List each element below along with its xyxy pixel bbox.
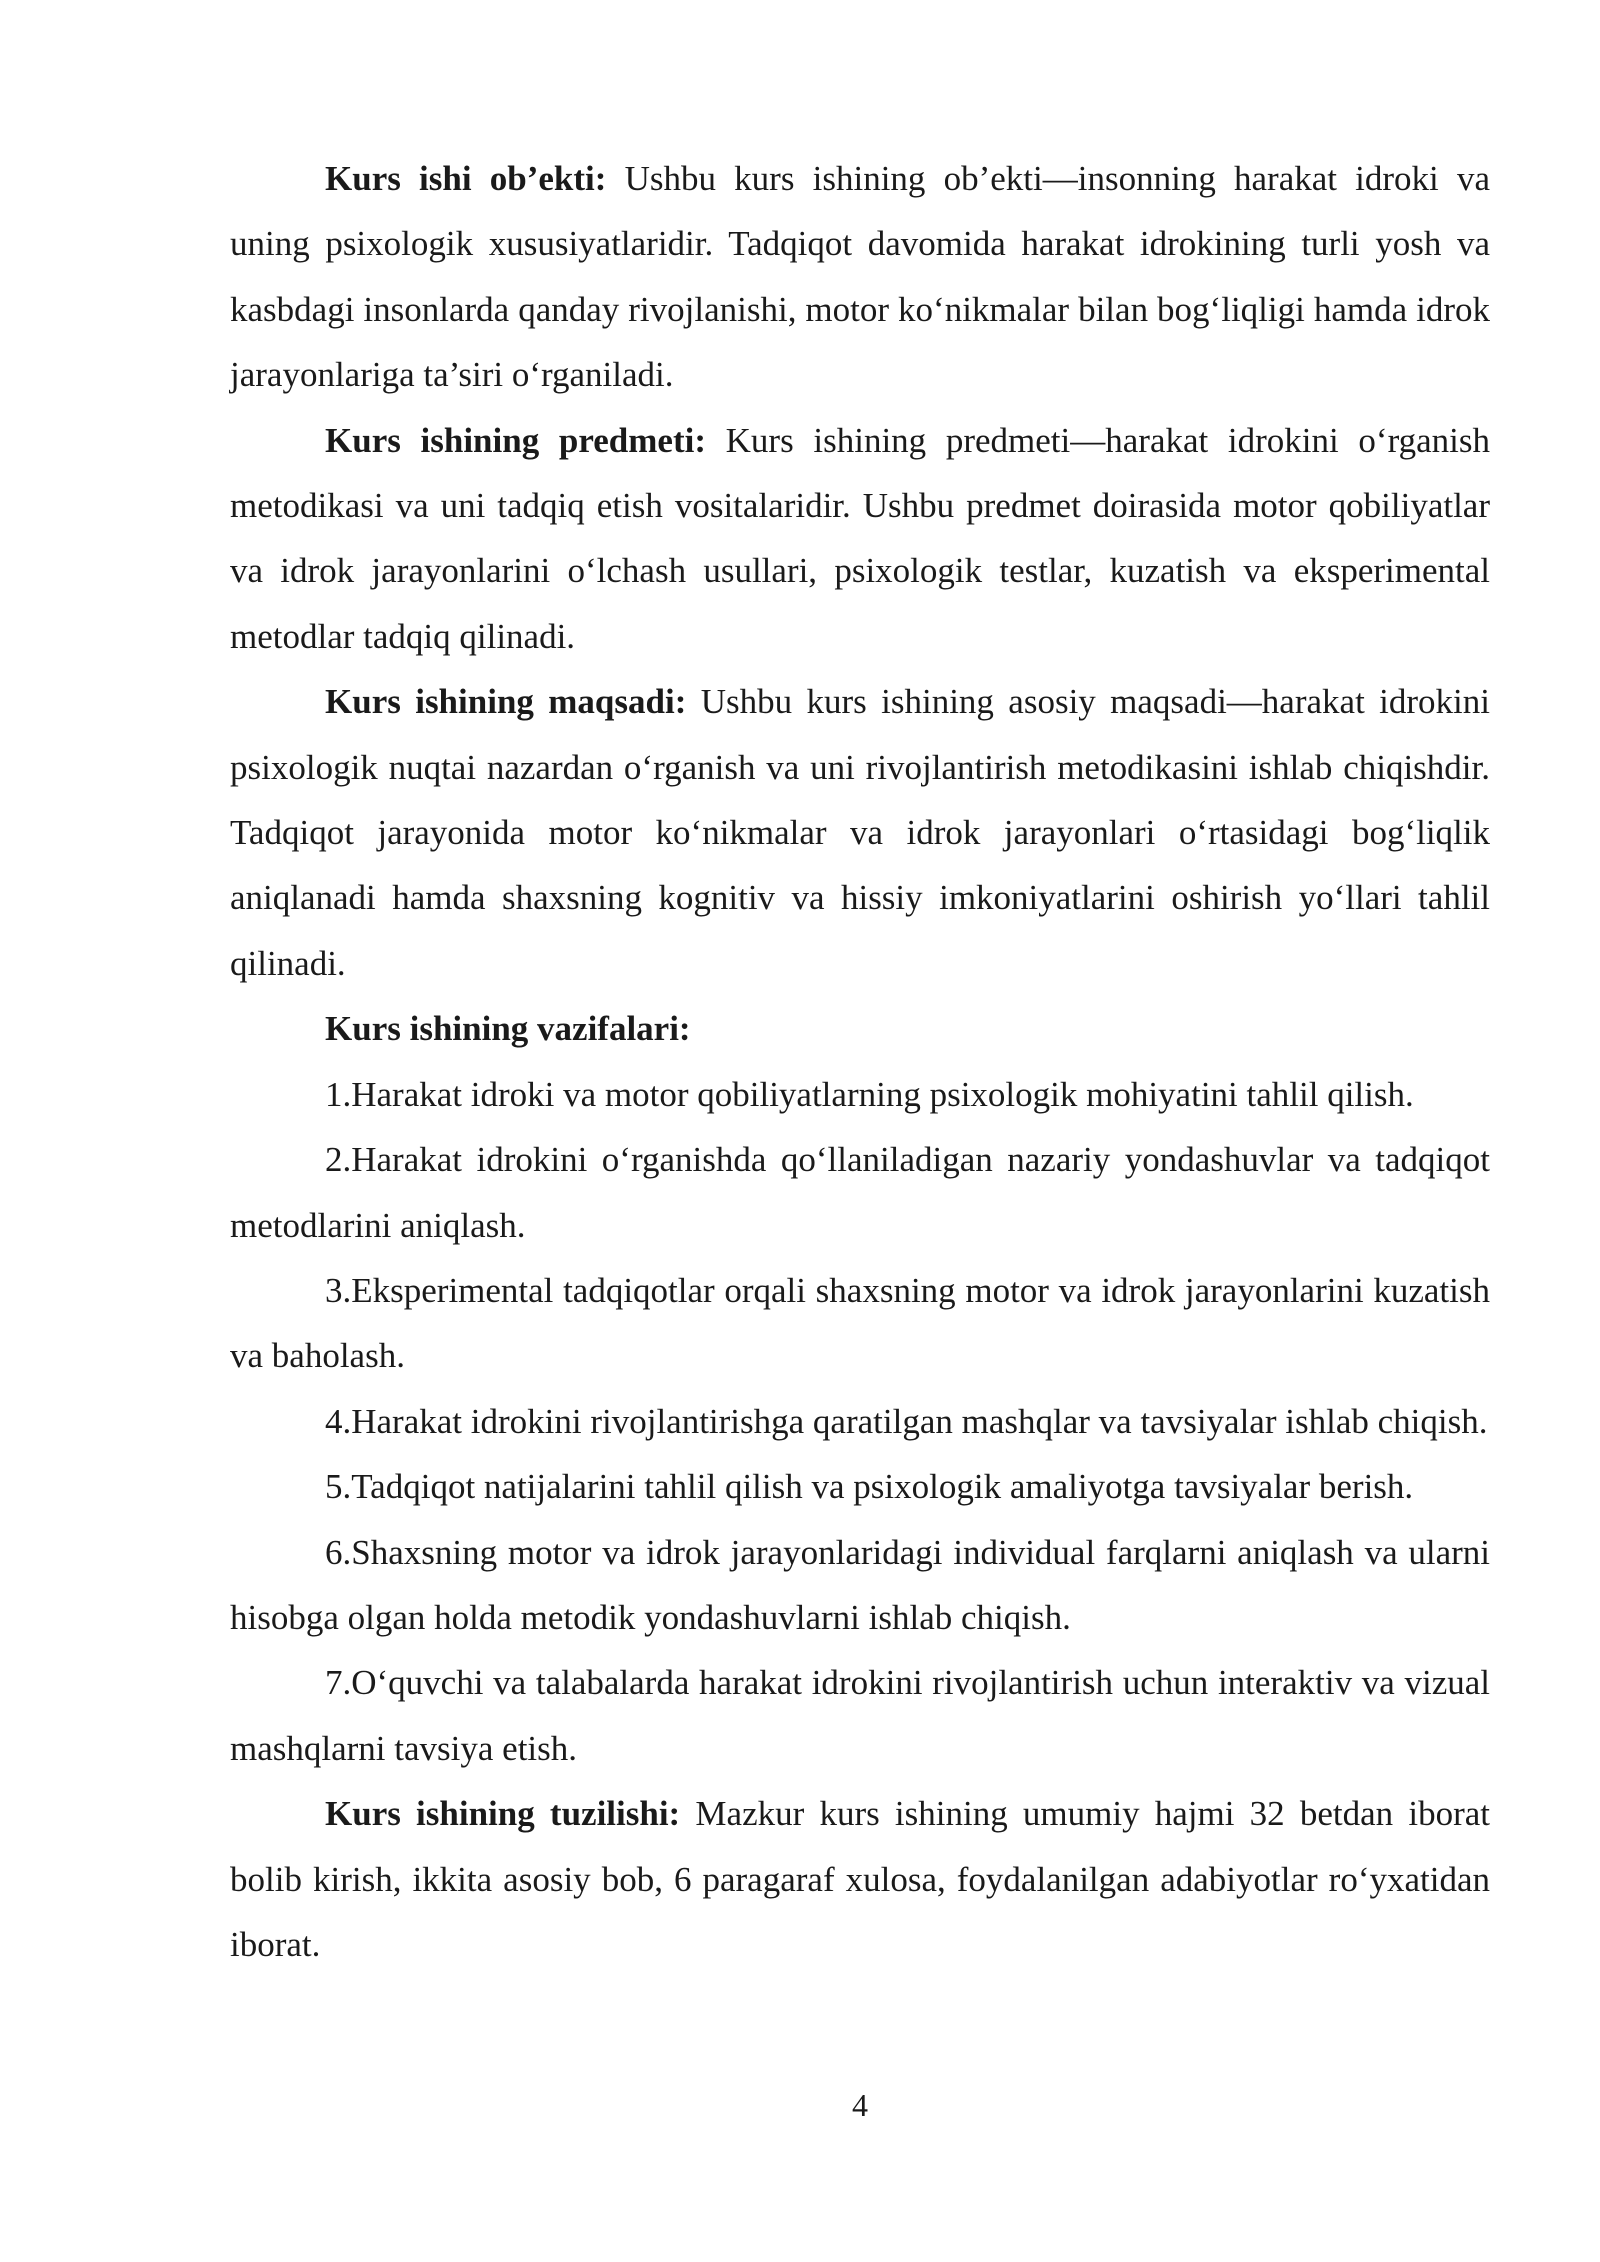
task-item: 7.O‘quvchi va talabalarda harakat idrokini rivojlantirish uchun interaktiv va vizual mashqlarni tavsiya etish. — [230, 1663, 1490, 1768]
task-item: 5.Tadqiqot natijalarini tahlil qilish va psixologik amaliyotga tavsiyalar berish. — [325, 1467, 1414, 1507]
goal-paragraph — [230, 669, 1490, 996]
tasks-label: Kurs ishining vazifalari: — [325, 1009, 691, 1049]
tasks-heading-paragraph — [230, 996, 1490, 1061]
object-label: Kurs ishi ob’ekti: — [325, 159, 607, 198]
structure-label: Kurs ishining tuzilishi: — [325, 1794, 681, 1834]
task-item: 1.Harakat idroki va motor qobiliyatlarning psixologik mohiyatini tahlil qilish. — [325, 1074, 1414, 1114]
goal-text: Ushbu kurs ishining asosiy maqsadi—harakat idrokini psixologik nuqtai nazardan o‘rganish va uni rivojlantirish metodikasini ishlab chiqishdir. Tadqiqot jarayonida motor ko‘nikmalar va idrok jarayonlari o‘rtasidagi bog‘liqlik aniqlanadi hamda shaxsning kognitiv va hissiy imkoniyatlarini oshirish yo‘llari tahlil qilinadi. — [230, 682, 1490, 983]
goal-label: Kurs ishining maqsadi: — [325, 682, 687, 722]
structure-text: Mazkur kurs ishining umumiy hajmi 32 betdan iborat bolib kirish, ikkita asosiy bob, 6 paragaraf xulosa, foydalanilgan adabiyotlar ro‘yxatidan iborat. — [230, 1794, 1490, 1964]
object-text: Ushbu kurs ishining ob’ekti—insonning harakat idroki va uning psixologik xususiyatlaridir. Tadqiqot davomida harakat idrokining turli yosh va kasbdagi insonlarda qanday rivojlanishi, motor ko‘nikmalar bilan bog‘liqligi hamda idrok jarayonlariga ta’siri o‘rganiladi. — [230, 159, 1490, 395]
page-number: 4 — [852, 2087, 868, 2123]
structure-paragraph — [230, 1781, 1490, 1977]
subject-label: Kurs ishining predmeti: — [325, 420, 706, 460]
object-paragraph — [230, 146, 1490, 408]
task-item: 3.Eksperimental tadqiqotlar orqali shaxsning motor va idrok jarayonlarini kuzatish va baholash. — [230, 1270, 1490, 1376]
task-item: 4.Harakat idrokini rivojlantirishga qaratilgan mashqlar va tavsiyalar ishlab chiqish. — [325, 1401, 1488, 1441]
task-item: 6.Shaxsning motor va idrok jarayonlaridagi individual farqlarni aniqlash va ularni hisobga olgan holda metodik yondashuvlarni ishlab chiqish. — [230, 1532, 1490, 1637]
subject-text: Kurs ishining predmeti—harakat idrokini o‘rganish metodikasi va uni tadqiq etish vositalaridir. Ushbu predmet doirasida motor qobiliyatlar va idrok jarayonlarini o‘lchash usullari, psixologik testlar, kuzatish va eksperimental metodlar tadqiq qilinadi. — [230, 420, 1490, 656]
subject-paragraph — [230, 408, 1490, 670]
document-body — [230, 146, 1490, 1977]
task-item: 2.Harakat idrokini o‘rganishda qo‘llaniladigan nazariy yondashuvlar va tadqiqot metodlarini aniqlash. — [230, 1140, 1490, 1245]
